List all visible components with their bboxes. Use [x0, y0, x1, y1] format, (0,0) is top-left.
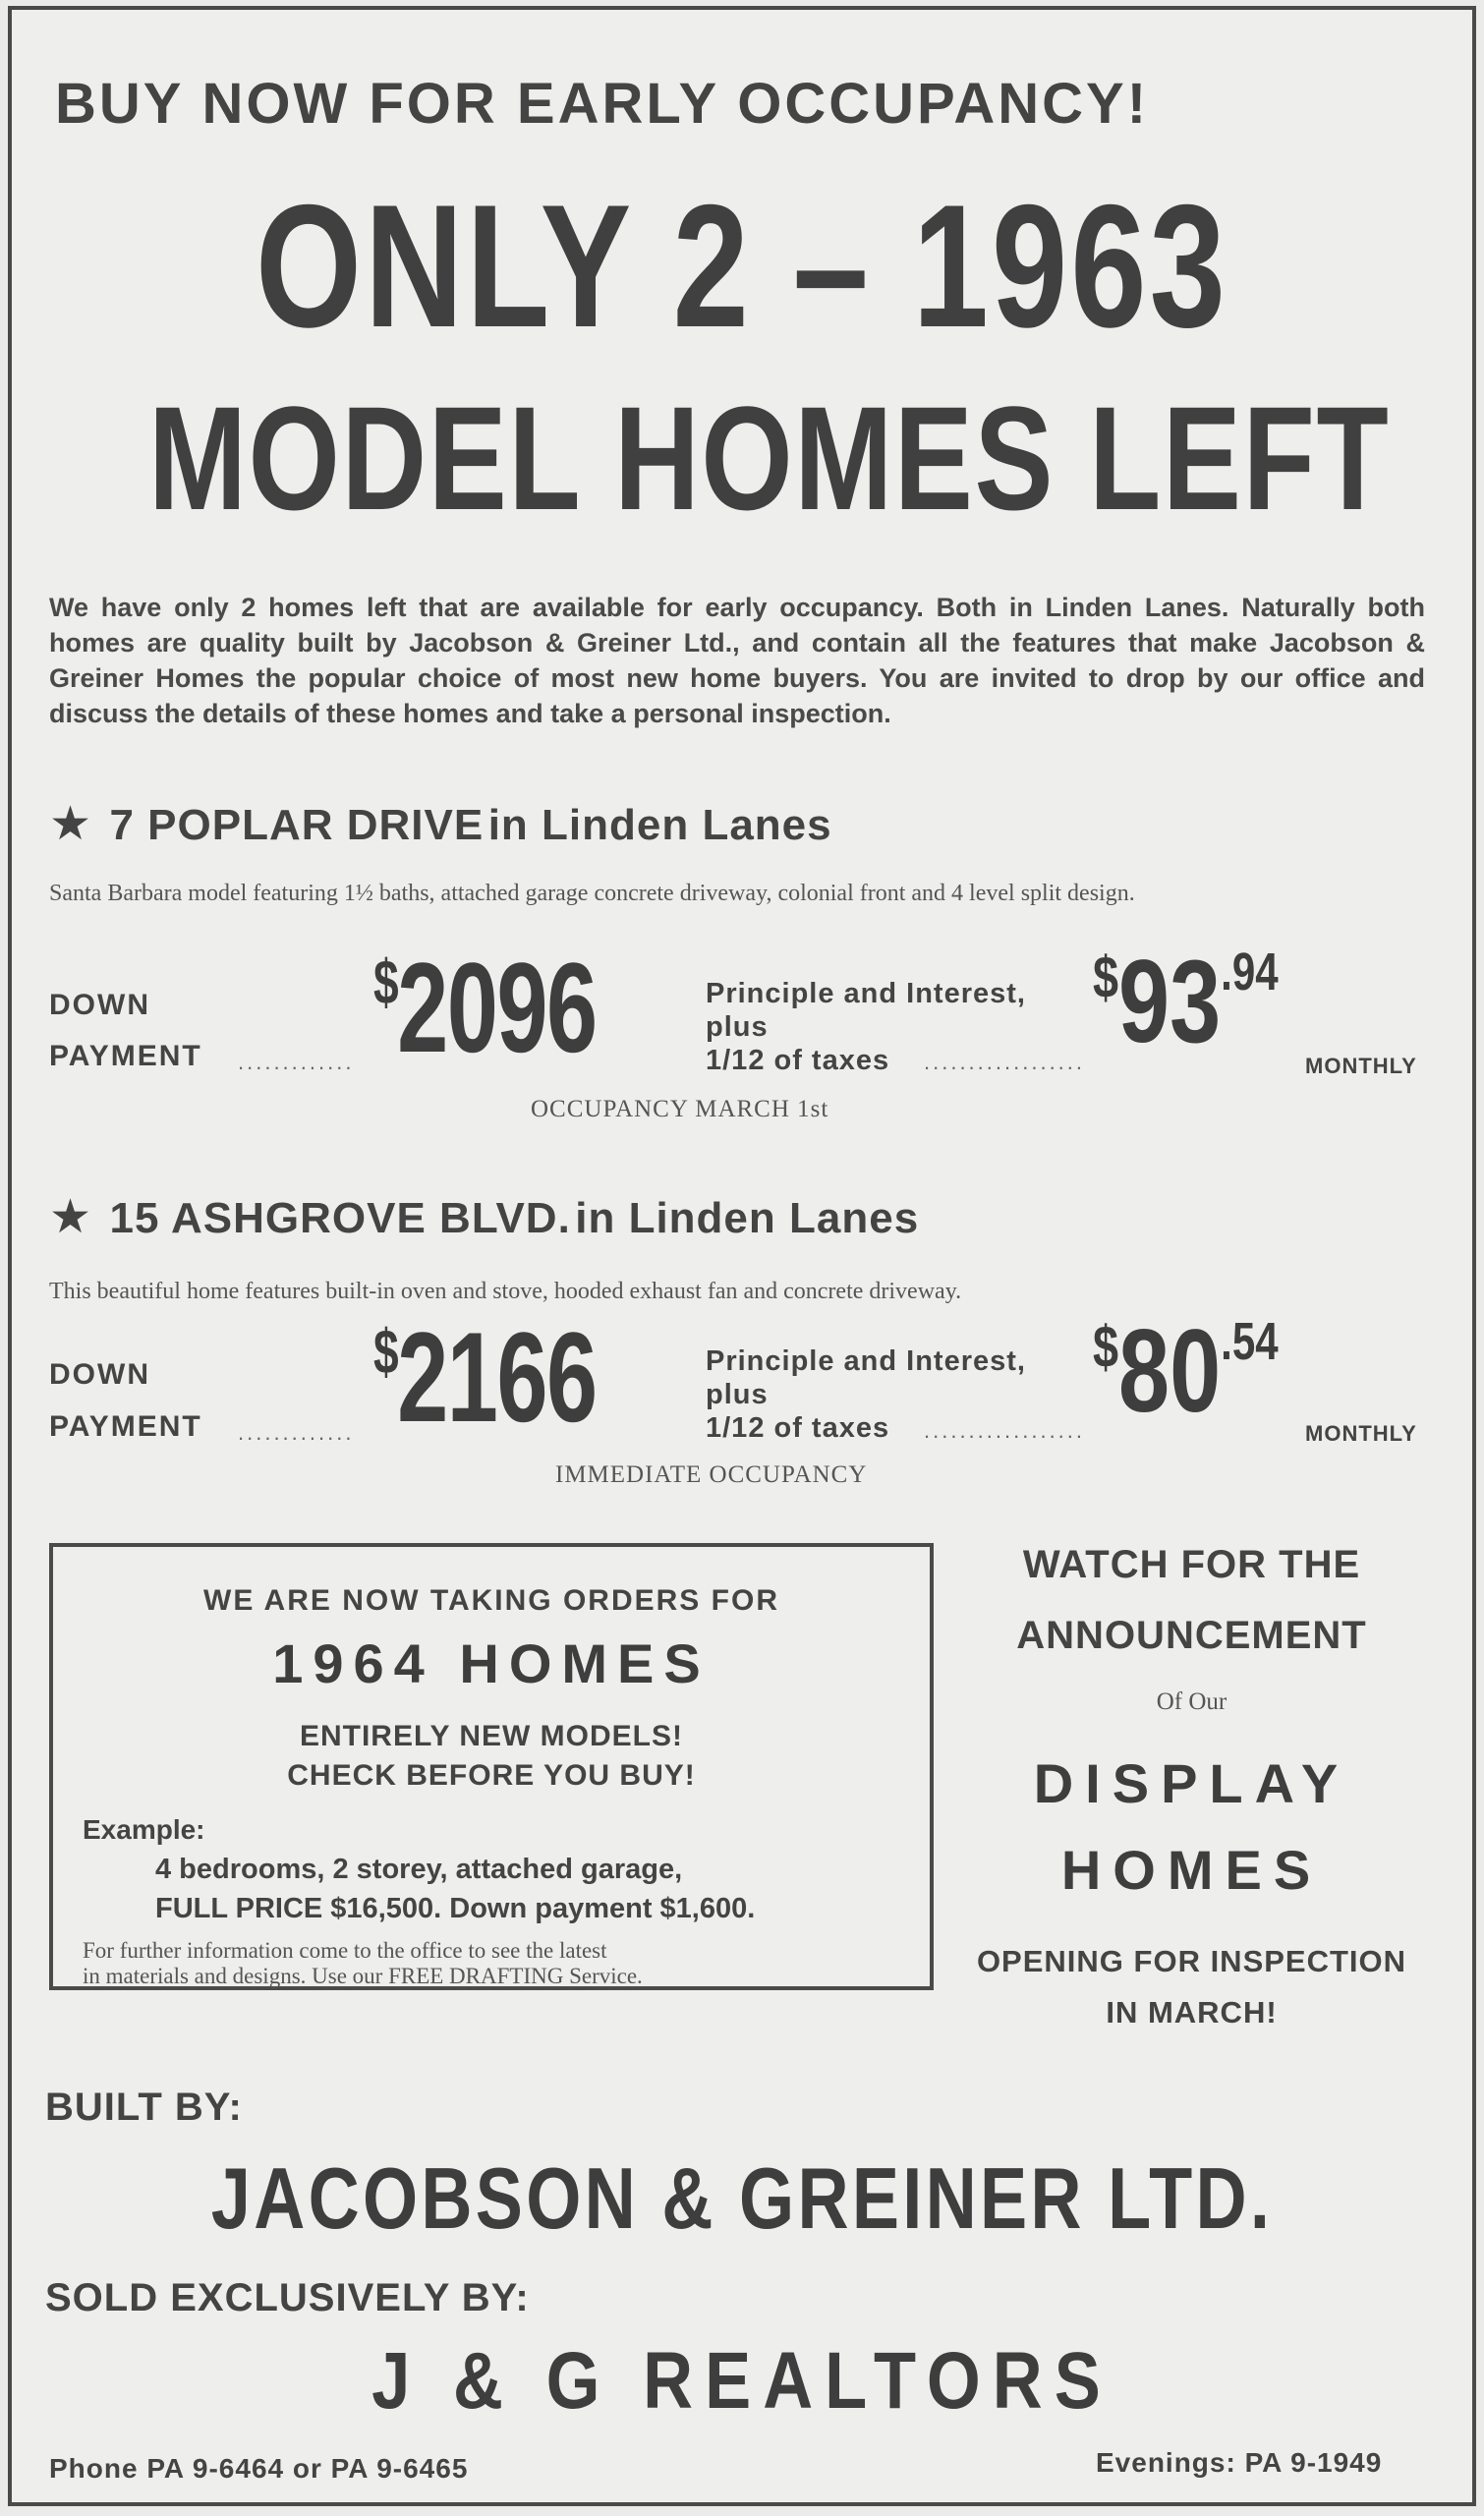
home-1-down-amount: 2096 [397, 936, 597, 1079]
intro-paragraph: We have only 2 homes left that are available for early occupancy. Both in Linden Lanes. Naturally both homes are quality built by Jacobson & Greiner Ltd., and contain all the features that make Jacobson & Greiner Homes the popular choice of most new home buyers. You are invited to drop by our office and discuss the details of these homes and take a personal inspection. [49, 593, 1425, 728]
home-1-heading [49, 796, 832, 851]
orders-line3: ENTIRELY NEW MODELS! [299, 1720, 684, 1752]
star-icon: ★ [49, 1191, 92, 1243]
home-2-monthly-cents: .54 [1221, 1312, 1279, 1371]
home-2-heading [49, 1189, 919, 1244]
home-2-pi-line2: plus [706, 1379, 769, 1410]
dollar-sign: $ [373, 1316, 398, 1387]
dollar-sign: $ [1093, 944, 1119, 1010]
home-1-pi-line3: 1/12 of taxes [706, 1045, 890, 1076]
home-1-location: in Linden Lanes [487, 801, 832, 849]
sold-by-label: SOLD EXCLUSIVELY BY: [45, 2276, 530, 2319]
dot-leader: .................. [924, 1050, 1086, 1074]
dollar-sign: $ [373, 946, 398, 1017]
orders-info-line2: in materials and designs. Use our FREE DRAFTING Service. [83, 1964, 643, 1988]
home-2-location: in Linden Lanes [575, 1194, 920, 1242]
home-1-occupancy: OCCUPANCY MARCH 1st [531, 1096, 829, 1122]
home-1-monthly-label: MONTHLY [1305, 1054, 1417, 1078]
evening-phone: Evenings: PA 9-1949 [1096, 2447, 1383, 2478]
star-icon: ★ [49, 798, 92, 850]
home-1-down-payment [373, 934, 597, 1081]
home-1-pi-line2: plus [706, 1011, 769, 1043]
home-1-monthly-cents: .94 [1221, 943, 1279, 1001]
orders-line4: CHECK BEFORE YOU BUY! [287, 1759, 696, 1792]
headline-line2: MODEL HOMES LEFT [148, 375, 1391, 541]
orders-example-line2: FULL PRICE $16,500. Down payment $1,600. [155, 1893, 756, 1924]
home-1-monthly-dollars: 93 [1118, 936, 1222, 1067]
home-2-down-label-2: PAYMENT [49, 1410, 202, 1443]
home-2-occupancy: IMMEDIATE OCCUPANCY [555, 1461, 868, 1488]
orders-example-label: Example: [83, 1814, 205, 1845]
watch-line7: IN MARCH! [1106, 1995, 1278, 2030]
dot-leader: ............. [238, 1420, 355, 1445]
headline-top: BUY NOW FOR EARLY OCCUPANCY! [55, 72, 1150, 136]
home-1-down-label-1: DOWN [49, 989, 150, 1021]
home-1-down-label-2: PAYMENT [49, 1040, 202, 1072]
home-2-down-label-1: DOWN [49, 1358, 150, 1391]
home-2-monthly-label: MONTHLY [1305, 1421, 1417, 1446]
realtor-name: J & G REALTORS [371, 2336, 1113, 2426]
dot-leader: .................. [924, 1418, 1086, 1443]
watch-line1: WATCH FOR THE [1022, 1543, 1361, 1586]
home-2-down-payment [373, 1303, 597, 1451]
dot-leader: ............. [238, 1050, 355, 1074]
home-2-monthly-dollars: 80 [1118, 1305, 1222, 1437]
home-2-pi-line3: 1/12 of taxes [706, 1412, 890, 1444]
home-1-pi-line1: Principle and Interest, [706, 978, 1026, 1009]
phone-numbers: Phone PA 9-6464 or PA 9-6465 [49, 2453, 469, 2484]
built-by-label: BUILT BY: [45, 2086, 243, 2129]
home-1-description: Santa Barbara model featuring 1½ baths, attached garage concrete driveway, colonial front and 4 level split design. [49, 881, 1135, 906]
watch-line4: DISPLAY [1033, 1752, 1350, 1814]
orders-example-line1: 4 bedrooms, 2 storey, attached garage, [155, 1854, 683, 1885]
watch-line3: Of Our [1156, 1688, 1227, 1715]
builder-name: JACOBSON & GREINER LTD. [210, 2149, 1274, 2247]
watch-line2: ANNOUNCEMENT [1016, 1614, 1367, 1657]
orders-line1: WE ARE NOW TAKING ORDERS FOR [203, 1584, 779, 1617]
orders-info-line1: For further information come to the office to see the latest [83, 1938, 607, 1963]
watch-line5: HOMES [1060, 1839, 1323, 1901]
orders-line2: 1964 HOMES [272, 1632, 711, 1694]
dollar-sign: $ [1093, 1314, 1119, 1380]
watch-line6: OPENING FOR INSPECTION [976, 1944, 1407, 1978]
home-2-monthly [1093, 1303, 1279, 1439]
home-2-description: This beautiful home features built-in oven and stove, hooded exhaust fan and concrete driveway. [49, 1279, 962, 1304]
orders-box [49, 1543, 934, 1990]
home-2-down-amount: 2166 [397, 1305, 597, 1449]
headline-line1: ONLY 2 – 1963 [255, 168, 1228, 364]
home-1-monthly [1093, 934, 1279, 1069]
home-2-pi-line1: Principle and Interest, [706, 1345, 1026, 1377]
home-2-address: 15 ASHGROVE BLVD. [109, 1194, 571, 1242]
home-1-address: 7 POPLAR DRIVE [109, 801, 485, 849]
